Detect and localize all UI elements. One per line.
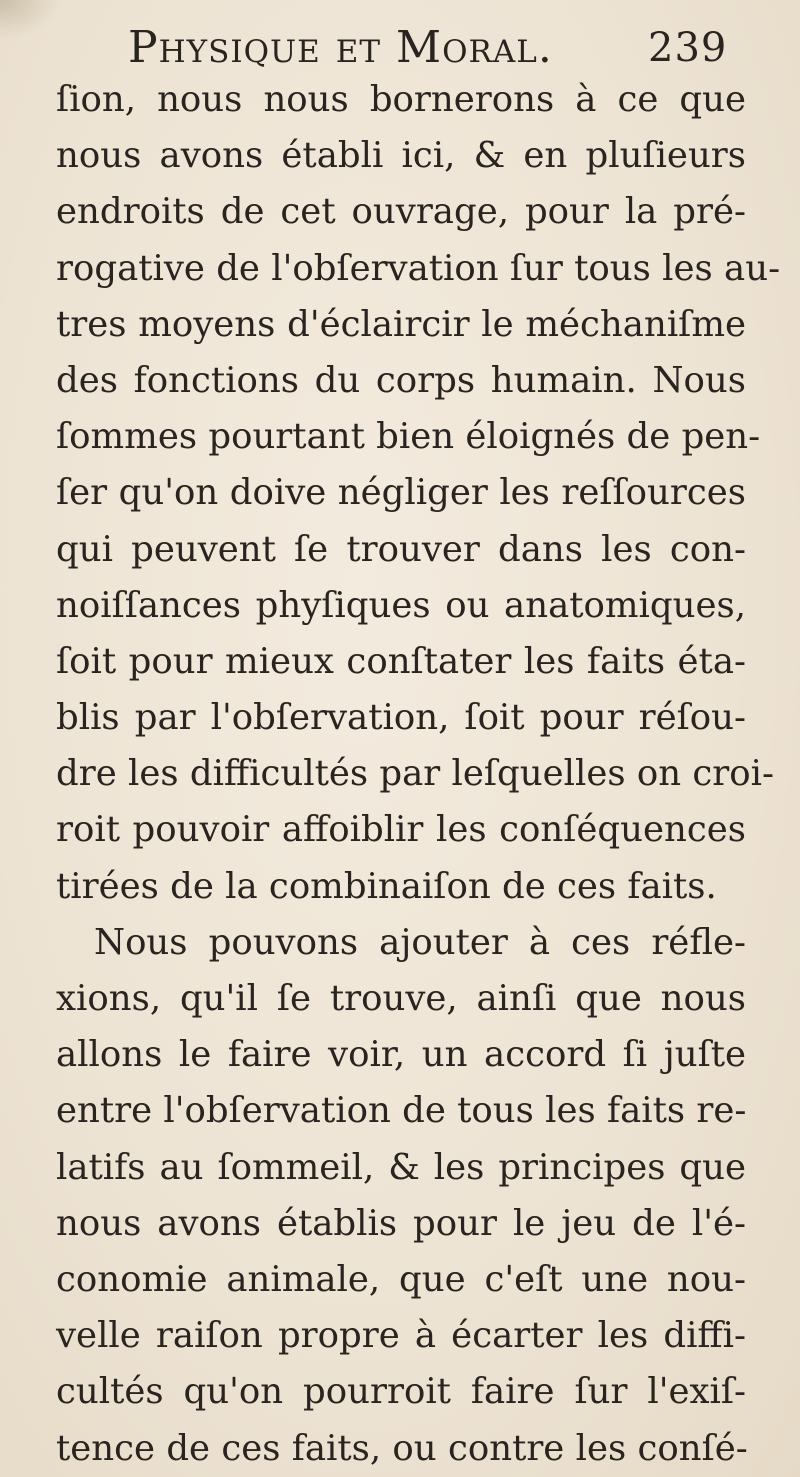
running-head-title: Physique et Moral. <box>128 22 553 73</box>
text-line: ſer qu'on doive négliger les reſſources <box>56 472 746 514</box>
body-text <box>56 72 781 1477</box>
page-number: 239 <box>648 25 728 71</box>
text-line: nous avons établi ici, & en pluſieurs <box>56 135 746 177</box>
text-line: rogative de l'obſervation ſur tous les au- <box>56 247 781 289</box>
text-line: allons le faire voir, un accord ſi juſte <box>56 1034 746 1076</box>
text-line: cultés qu'on pourroit faire ſur l'exiſ- <box>56 1371 746 1413</box>
text-line: dre les difficultés par leſquelles on croi- <box>56 753 774 795</box>
text-line: ſommes pourtant bien éloignés de pen- <box>56 416 761 458</box>
text-line: velle raiſon propre à écarter les diffi- <box>56 1315 746 1357</box>
text-line: ſoit pour mieux conſtater les faits éta- <box>56 640 746 682</box>
text-line: tirées de la combinaiſon de ces faits. <box>56 865 717 907</box>
text-line: endroits de cet ouvrage, pour la pré- <box>56 191 746 233</box>
text-line: conomie animale, que c'eſt une nou- <box>56 1258 746 1300</box>
text-line: roit pouvoir affoiblir les conſéquences <box>56 809 746 851</box>
text-line: tence de ces faits, ou contre les conſé- <box>56 1427 748 1469</box>
page-corner-stain <box>0 0 60 40</box>
text-line: noiſſances phyſiques ou anatomiques, <box>56 584 746 626</box>
text-line: ſion, nous nous bornerons à ce que <box>56 79 746 120</box>
text-line: qui peuvent ſe trouver dans les con- <box>56 528 746 570</box>
text-line: latifs au ſommeil, & les principes que <box>56 1146 746 1188</box>
text-line: des fonctions du corps humain. Nous <box>56 359 746 401</box>
text-line: entre l'obſervation de tous les faits re- <box>56 1090 747 1132</box>
text-line: tres moyens d'éclaircir le méchaniſme <box>56 303 746 345</box>
text-line: nous avons établis pour le jeu de l'é- <box>56 1202 746 1244</box>
running-head <box>128 18 728 78</box>
text-line: xions, qu'il ſe trouve, ainſi que nous <box>56 978 746 1019</box>
paragraph-first-line: Nous pouvons ajouter à ces réfle- <box>94 921 746 963</box>
text-line: blis par l'obſervation, ſoit pour réſou- <box>56 697 746 739</box>
